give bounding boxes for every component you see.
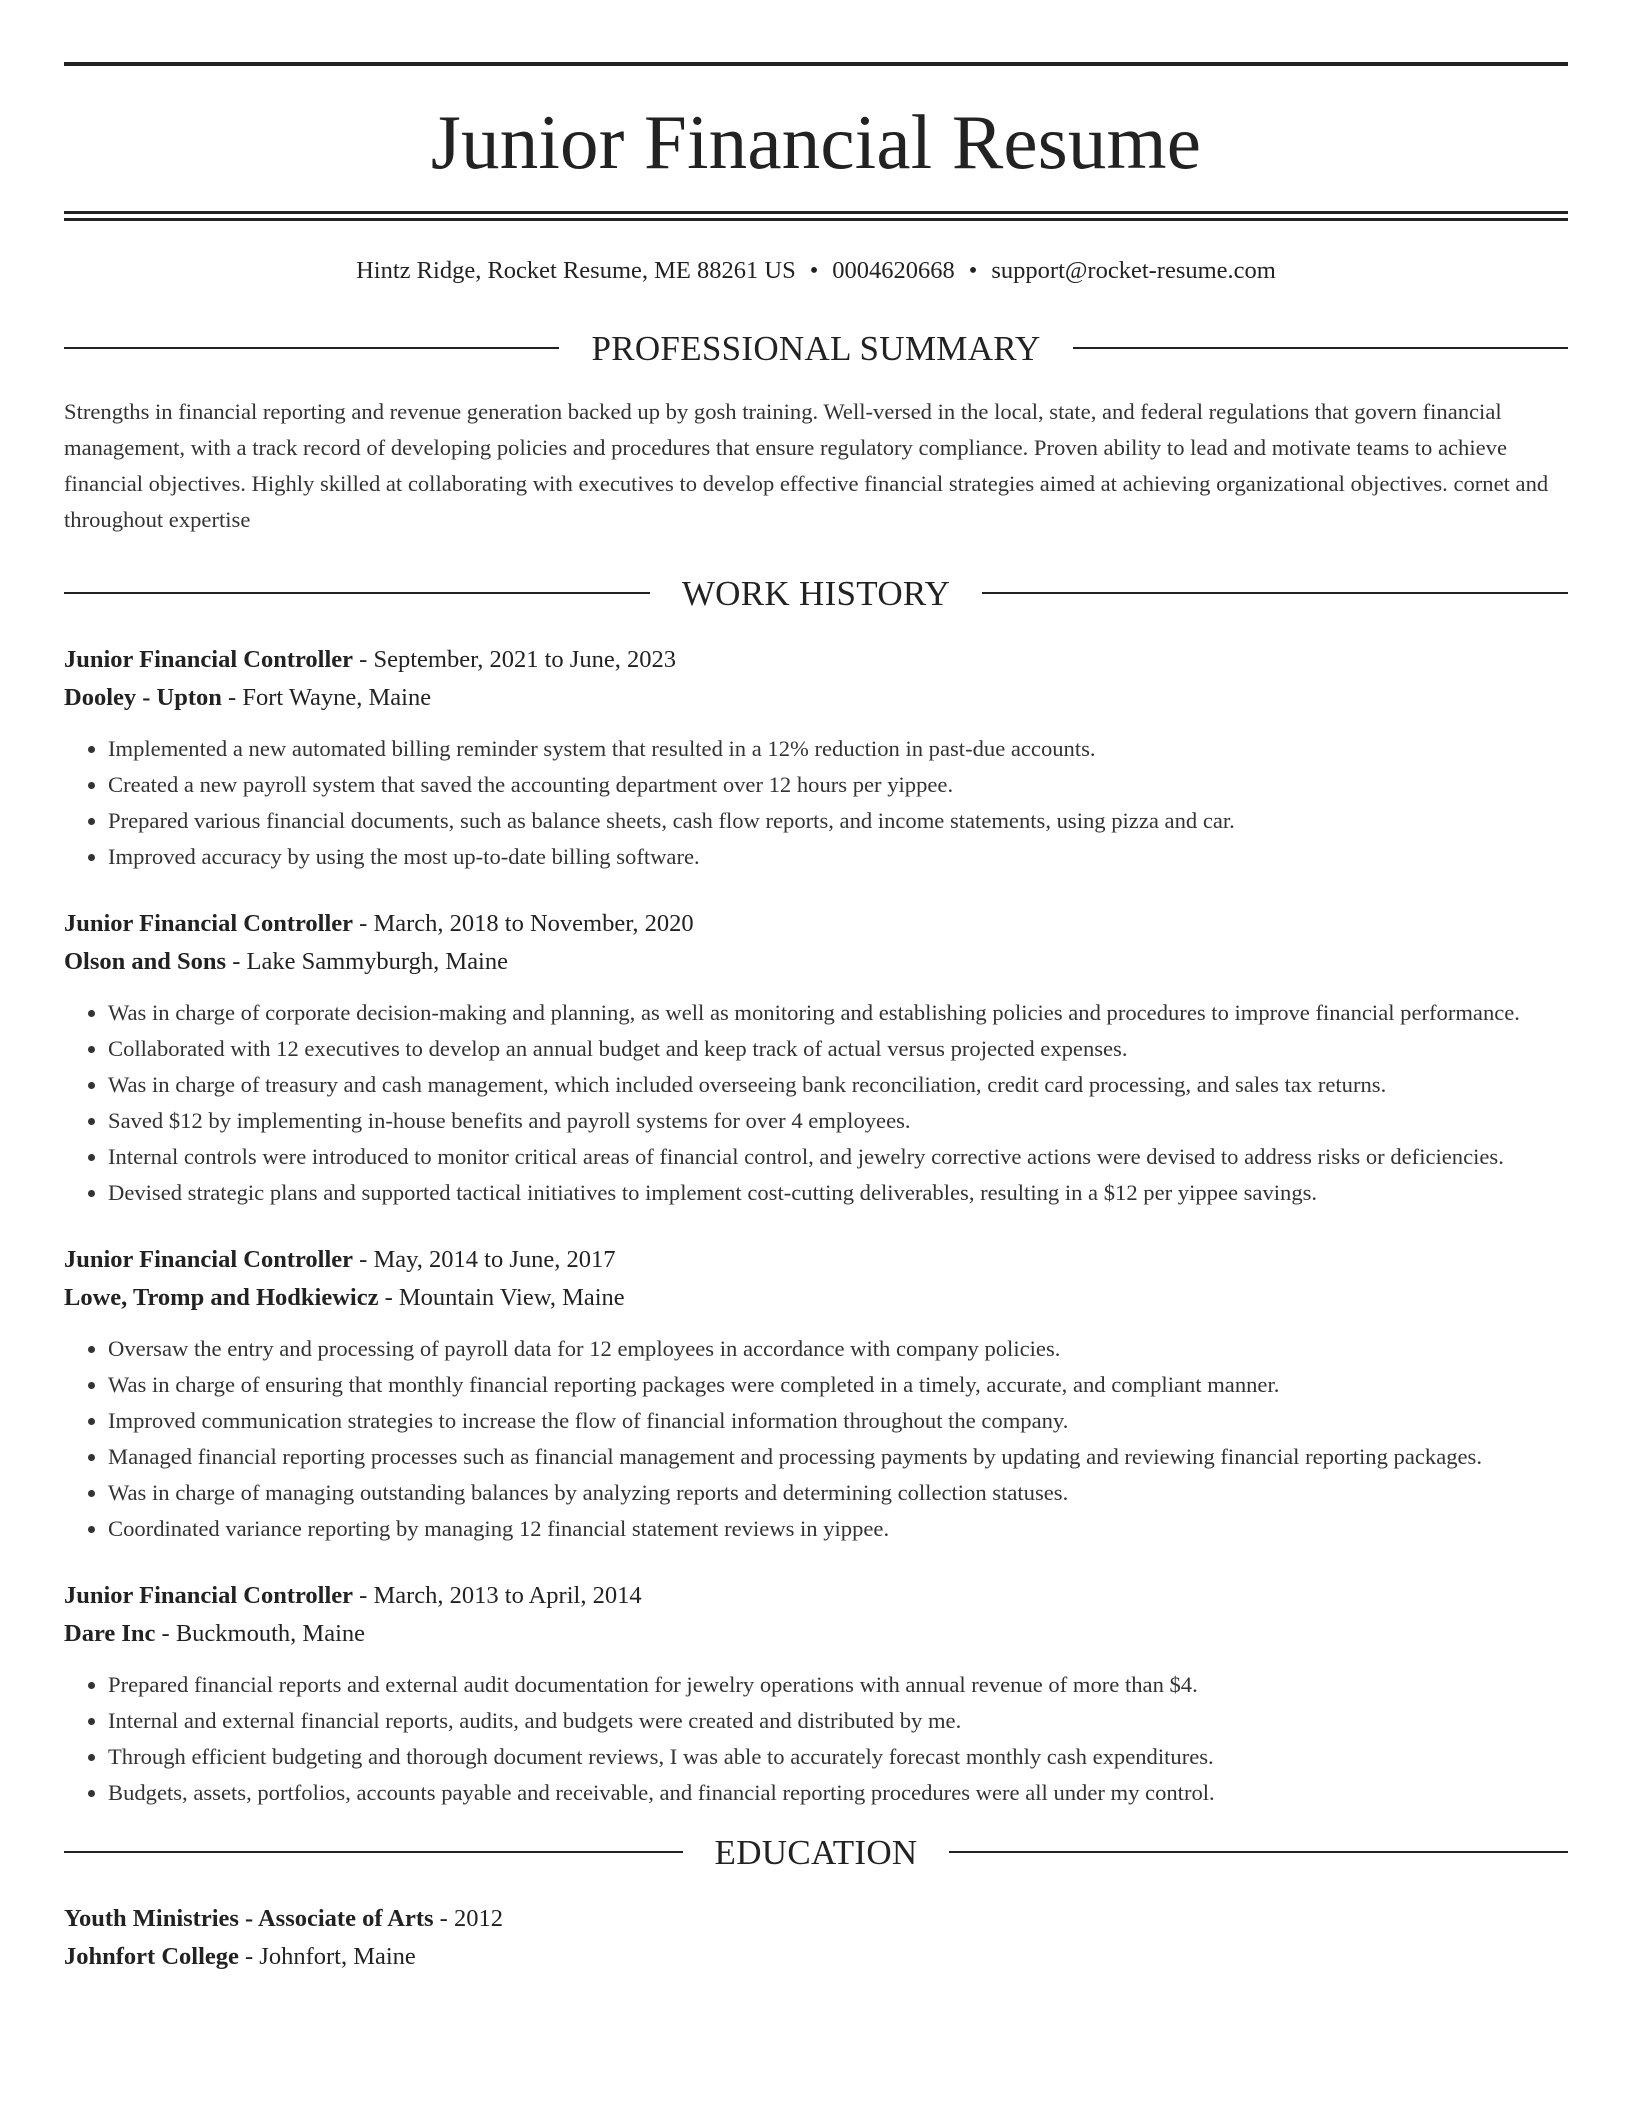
section-title: PROFESSIONAL SUMMARY	[591, 328, 1041, 368]
contact-separator: •	[809, 257, 819, 284]
job-dates: September, 2021 to June, 2023	[373, 645, 676, 673]
job-company: Dare Inc	[64, 1619, 156, 1647]
list-item: • Saved $12 by implementing in-house benefits and payroll systems for over 4 employees.	[108, 1103, 1568, 1139]
education-program: Youth Ministries - Associate of Arts	[64, 1904, 434, 1932]
list-item: • Was in charge of ensuring that monthly financial reporting packages were completed in a timely, accurate, and compliant manner.	[108, 1367, 1568, 1403]
list-item: • Devised strategic plans and supported tactical initiatives to implement cost-cutting deliverables, resulting in a $12 per yippee savings.	[108, 1175, 1568, 1211]
job-entry	[64, 1241, 1568, 1547]
job-location: Lake Sammyburgh, Maine	[246, 947, 508, 975]
section-heading-work	[64, 573, 1568, 613]
job-dates: March, 2013 to April, 2014	[373, 1581, 642, 1609]
list-item: • Through efficient budgeting and thorough document reviews, I was able to accurately forecast monthly cash expenditures.	[108, 1739, 1568, 1775]
heading-rule	[982, 592, 1568, 594]
heading-rule	[949, 1851, 1568, 1853]
job-dates: March, 2018 to November, 2020	[373, 909, 694, 937]
list-item: • Implemented a new automated billing reminder system that resulted in a 12% reduction in past-due accounts.	[108, 731, 1568, 767]
list-item: • Managed financial reporting processes such as financial management and processing payments by updating and reviewing financial reporting packages.	[108, 1439, 1568, 1475]
job-dates: May, 2014 to June, 2017	[373, 1245, 616, 1273]
top-rule	[64, 62, 1568, 66]
education-school-line: Johnfort College - Johnfort, Maine	[64, 1942, 416, 1970]
job-company: Olson and Sons	[64, 947, 227, 975]
heading-rule	[64, 347, 559, 349]
resume-title: Junior Financial Resume	[430, 99, 1202, 185]
title-double-rule	[64, 211, 1568, 221]
list-item: • Oversaw the entry and processing of payroll data for 12 employees in accordance with company policies.	[108, 1331, 1568, 1367]
education-school: Johnfort College	[64, 1942, 239, 1970]
job-location: Fort Wayne, Maine	[242, 683, 432, 711]
job-company-line: Dooley - Upton - Fort Wayne, Maine	[64, 683, 432, 711]
section-title: EDUCATION	[714, 1832, 918, 1872]
job-entry	[64, 641, 1568, 875]
contact-phone: 0004620668	[832, 257, 955, 284]
job-company-line: Olson and Sons - Lake Sammyburgh, Maine	[64, 947, 508, 975]
job-title: Junior Financial Controller	[64, 645, 354, 673]
job-entry	[64, 905, 1568, 1211]
section-heading-education	[64, 1832, 1568, 1872]
job-location: Mountain View, Maine	[398, 1283, 625, 1311]
education-program-line: Youth Ministries - Associate of Arts - 2012	[64, 1904, 503, 1932]
heading-rule	[64, 592, 650, 594]
job-title-line: Junior Financial Controller - September, 2021 to June, 2023	[64, 645, 676, 673]
summary-text: Strengths in financial reporting and revenue generation backed up by gosh training. Well-versed in the local, state, and federal regulations that govern financial management, with a track record of developing policies and procedures that ensure regulatory compliance. Proven ability to lead and motivate teams to achieve financial objectives. Highly skilled at collaborating with executives to develop effective financial strategies aimed at achieving organizational objectives. cornet and throughout expertise	[64, 398, 1549, 532]
education-year: 2012	[453, 1904, 503, 1932]
job-company-line: Dare Inc - Buckmouth, Maine	[64, 1619, 366, 1647]
job-bullets	[64, 731, 1568, 875]
list-item: • Coordinated variance reporting by managing 12 financial statement reviews in yippee.	[108, 1511, 1568, 1547]
section-heading-summary	[64, 328, 1568, 368]
job-title: Junior Financial Controller	[64, 1245, 354, 1273]
job-location: Buckmouth, Maine	[175, 1619, 366, 1647]
job-company: Lowe, Tromp and Hodkiewicz	[64, 1283, 379, 1311]
contact-separator: •	[968, 257, 978, 284]
job-entry	[64, 1577, 1568, 1811]
job-bullets	[64, 1331, 1568, 1547]
list-item: • Prepared various financial documents, such as balance sheets, cash flow reports, and income statements, using pizza and car.	[108, 803, 1568, 839]
job-title-line: Junior Financial Controller - March, 2018 to November, 2020	[64, 909, 694, 937]
contact-email[interactable]: support@rocket-resume.com	[991, 257, 1276, 284]
list-item: • Was in charge of managing outstanding balances by analyzing reports and determining collection statuses.	[108, 1475, 1568, 1511]
job-title-line: Junior Financial Controller - May, 2014 to June, 2017	[64, 1245, 616, 1273]
list-item: • Was in charge of treasury and cash management, which included overseeing bank reconciliation, credit card processing, and sales tax returns.	[108, 1067, 1568, 1103]
job-company-line: Lowe, Tromp and Hodkiewicz - Mountain View, Maine	[64, 1283, 625, 1311]
list-item: • Improved accuracy by using the most up-to-date billing software.	[108, 839, 1568, 875]
list-item: • Internal and external financial reports, audits, and budgets were created and distributed by me.	[108, 1703, 1568, 1739]
job-title: Junior Financial Controller	[64, 909, 354, 937]
contact-line	[64, 258, 1568, 285]
job-title: Junior Financial Controller	[64, 1581, 354, 1609]
job-bullets	[64, 1667, 1568, 1811]
list-item: • Was in charge of corporate decision-making and planning, as well as monitoring and establishing policies and procedures to improve financial performance.	[108, 995, 1568, 1031]
list-item: • Internal controls were introduced to monitor critical areas of financial control, and jewelry corrective actions were devised to address risks or deficiencies.	[108, 1139, 1568, 1175]
list-item: • Budgets, assets, portfolios, accounts payable and receivable, and financial reporting procedures were all under my control.	[108, 1775, 1568, 1811]
heading-rule	[1073, 347, 1568, 349]
list-item: • Prepared financial reports and external audit documentation for jewelry operations with annual revenue of more than $4.	[108, 1667, 1568, 1703]
contact-address: Hintz Ridge, Rocket Resume, ME 88261 US	[356, 257, 796, 284]
education-entry	[64, 1900, 1568, 1976]
job-title-line: Junior Financial Controller - March, 2013 to April, 2014	[64, 1581, 642, 1609]
heading-rule	[64, 1851, 683, 1853]
job-company: Dooley - Upton	[64, 683, 222, 711]
list-item: • Improved communication strategies to increase the flow of financial information throughout the company.	[108, 1403, 1568, 1439]
list-item: • Created a new payroll system that saved the accounting department over 12 hours per yippee.	[108, 767, 1568, 803]
section-title: WORK HISTORY	[681, 573, 951, 613]
education-location: Johnfort, Maine	[259, 1942, 416, 1970]
list-item: • Collaborated with 12 executives to develop an annual budget and keep track of actual versus projected expenses.	[108, 1031, 1568, 1067]
job-bullets	[64, 995, 1568, 1211]
